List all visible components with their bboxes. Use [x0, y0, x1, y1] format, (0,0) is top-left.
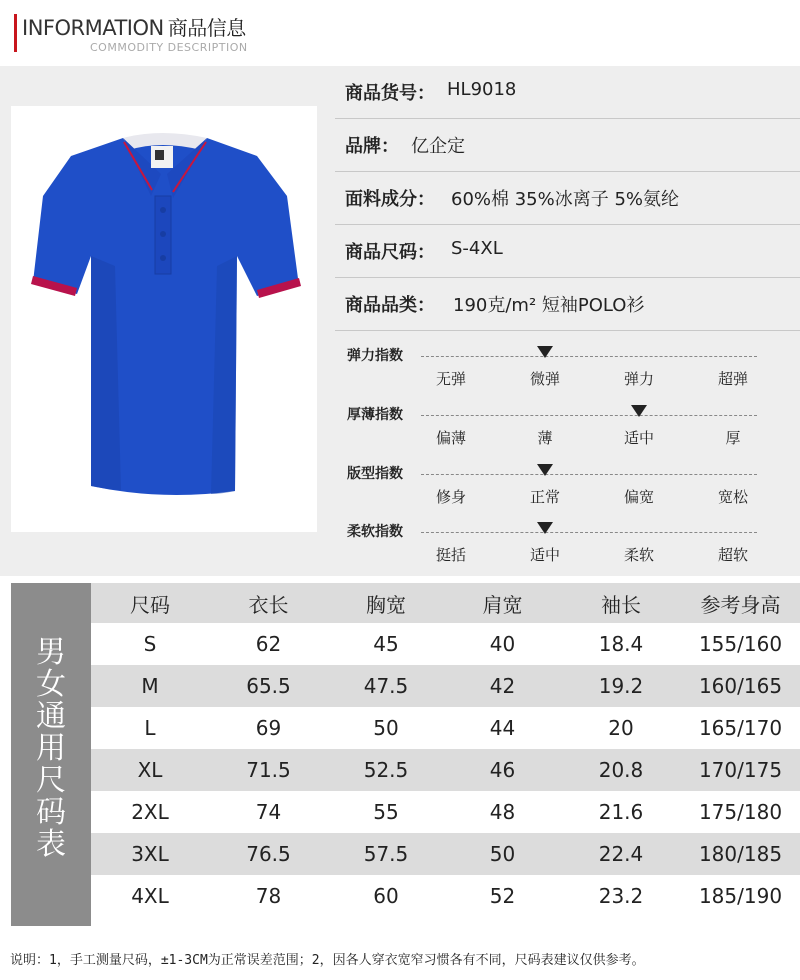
scale-option: 弹力	[623, 370, 655, 388]
page-header	[0, 0, 800, 66]
table-cell: 2XL	[131, 800, 169, 824]
table-cell: 3XL	[131, 842, 169, 866]
scale-option: 修身	[435, 488, 467, 506]
spec-value: HL9018	[447, 79, 517, 100]
table-cell: 45	[373, 632, 399, 656]
spec-value: S-4XL	[451, 238, 503, 259]
spec-list	[335, 66, 800, 331]
table-cell: 60	[373, 884, 399, 908]
table-cell: XL	[137, 758, 163, 782]
table-cell: 50	[489, 842, 516, 866]
table-cell: 165/170	[698, 716, 783, 740]
size-chart-side-label	[11, 583, 91, 926]
scale-indicator-icon	[537, 522, 553, 534]
section-title	[22, 12, 246, 41]
size-table	[91, 583, 800, 917]
scale-option: 适中	[623, 429, 655, 447]
scale-dashed-line	[421, 532, 757, 533]
scale-dashed-line	[421, 474, 757, 475]
side-label-char: 通	[36, 699, 66, 734]
spec-row-item-no	[335, 66, 800, 119]
scale-name: 版型指数	[347, 466, 403, 482]
spec-value: 亿企定	[411, 136, 465, 157]
scale-dashed-line	[421, 356, 757, 357]
scale-indicator-icon	[537, 464, 553, 476]
table-row	[91, 749, 800, 791]
scale-indicator-icon	[537, 346, 553, 358]
scale-option: 超弹	[717, 370, 749, 388]
table-cell: 23.2	[598, 884, 644, 908]
table-cell: S	[143, 632, 157, 656]
side-label-char: 尺	[36, 763, 66, 798]
scale-name: 柔软指数	[347, 524, 403, 540]
scale-option: 无弹	[435, 370, 467, 388]
table-cell: 175/180	[698, 800, 783, 824]
table-header-cell: 胸宽	[366, 592, 406, 617]
product-image	[11, 106, 317, 532]
table-row	[91, 875, 800, 917]
scale-dashed-line	[421, 415, 757, 416]
table-cell: 20	[608, 716, 634, 740]
footnote: 说明：1，手工测量尺码，±1-3CM为正常误差范围；2，因各人穿衣宽窄习惯各有不同，尺码表建议仅供参考。	[10, 953, 645, 968]
section-title-en: INFORMATION	[22, 16, 164, 40]
table-cell: 78	[255, 884, 282, 908]
scale-option: 宽松	[717, 488, 749, 506]
table-cell: 19.2	[598, 674, 644, 698]
side-label-char: 女	[36, 667, 66, 702]
spec-label: 品牌：	[345, 136, 399, 157]
table-cell: 185/190	[698, 884, 783, 908]
table-cell: 20.8	[598, 758, 644, 782]
table-cell: 21.6	[598, 800, 644, 824]
table-cell: 57.5	[363, 842, 409, 866]
table-cell: 4XL	[131, 884, 169, 908]
table-cell: 62	[255, 632, 282, 656]
scale-softness	[335, 514, 800, 574]
spec-row-fabric	[335, 172, 800, 225]
table-cell: M	[141, 674, 159, 698]
scale-option: 正常	[529, 488, 561, 506]
table-cell: 48	[489, 800, 516, 824]
table-row	[91, 833, 800, 875]
spec-row-size	[335, 225, 800, 278]
size-chart	[11, 583, 800, 926]
spec-row-brand	[335, 119, 800, 172]
scale-option: 偏宽	[623, 488, 655, 506]
spec-label: 商品品类：	[345, 295, 435, 316]
table-header-cell: 尺码	[130, 592, 170, 617]
scale-name: 弹力指数	[347, 348, 403, 364]
table-header-cell: 参考身高	[700, 592, 781, 617]
spec-label: 商品货号：	[345, 83, 435, 104]
scale-option: 挺括	[435, 546, 467, 564]
scale-indicator-icon	[631, 405, 647, 417]
scale-option: 适中	[529, 546, 561, 564]
table-cell: 44	[489, 716, 516, 740]
table-cell: 18.4	[598, 632, 644, 656]
table-cell: 65.5	[246, 674, 291, 698]
table-cell: 42	[489, 674, 516, 698]
scale-name: 厚薄指数	[347, 407, 403, 423]
table-header-cell: 肩宽	[482, 592, 523, 617]
side-label-char: 表	[36, 827, 66, 862]
table-cell: 160/165	[698, 674, 783, 698]
scale-option: 厚	[725, 429, 741, 447]
scale-thickness	[335, 397, 800, 457]
size-chart-side-text	[11, 637, 91, 861]
table-header-row	[91, 583, 800, 623]
scale-elasticity	[335, 338, 800, 398]
spec-value: 190克/m² 短袖POLO衫	[453, 295, 645, 316]
table-cell: 155/160	[698, 632, 783, 656]
scale-option: 柔软	[623, 546, 655, 564]
side-label-char: 男	[36, 635, 66, 670]
table-cell: 170/175	[698, 758, 783, 782]
table-cell: 55	[373, 800, 399, 824]
table-row	[91, 665, 800, 707]
table-header-cell: 袖长	[601, 592, 641, 617]
spec-label: 商品尺码：	[345, 242, 435, 263]
spec-label: 面料成分：	[345, 189, 435, 210]
spec-value: 60%棉 35%冰离子 5%氨纶	[451, 189, 680, 210]
scale-option: 偏薄	[435, 429, 467, 447]
table-row	[91, 623, 800, 665]
spec-row-category	[335, 278, 800, 331]
scale-option: 薄	[537, 429, 553, 447]
side-label-char: 码	[36, 795, 66, 830]
table-cell: 52.5	[363, 758, 409, 782]
table-cell: 50	[373, 716, 399, 740]
table-header-cell: 衣长	[248, 592, 289, 617]
scale-fit	[335, 456, 800, 516]
table-cell: 22.4	[598, 842, 644, 866]
table-row	[91, 707, 800, 749]
polo-shirt-image	[11, 106, 317, 532]
table-cell: 40	[489, 632, 516, 656]
table-cell: L	[144, 716, 156, 740]
table-cell: 69	[255, 716, 282, 740]
table-cell: 71.5	[246, 758, 291, 782]
scale-option: 超软	[717, 546, 749, 564]
section-subtitle: COMMODITY DESCRIPTION	[90, 41, 248, 54]
side-label-char: 用	[36, 731, 66, 766]
table-cell: 47.5	[363, 674, 409, 698]
table-cell: 74	[255, 800, 282, 824]
header-accent-bar	[14, 14, 17, 52]
section-title-cn: 商品信息	[167, 16, 246, 40]
table-cell: 46	[489, 758, 516, 782]
product-info-panel	[0, 66, 800, 576]
table-cell: 76.5	[246, 842, 291, 866]
table-cell: 180/185	[698, 842, 783, 866]
table-row	[91, 791, 800, 833]
scale-option: 微弹	[529, 370, 561, 388]
table-cell: 52	[489, 884, 516, 908]
